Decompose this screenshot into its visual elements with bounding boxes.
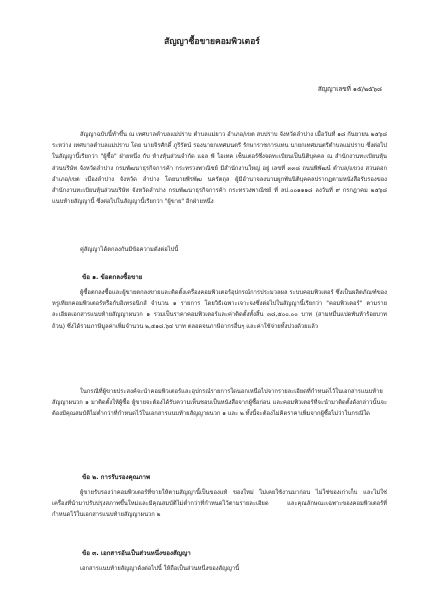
section-3-paragraph-1: เอกสารแนบท้ายสัญญาดังต่อไปนี้ ให้ถือเป็นส่วนหนึ่งของสัญญานี้ (80, 566, 240, 572)
section-3-heading: ข้อ ๓. เอกสารอันเป็นส่วนหนึ่งของสัญญา (82, 550, 191, 557)
agreement-line: คู่สัญญาได้ตกลงกันมีข้อความดังต่อไปนี้ (80, 247, 179, 253)
section-1-paragraph-2: ในกรณีที่ผู้ขายประสงค์จะนำคอมพิวเตอร์และอุปกรณ์รายการใดนอกเหนือไปจากรายละเอียดที่กำหนดไว้ในเอกสารแนบท้ายสัญญาผนวก ๑ มาติดตั้งให้ผู้ซื้อ ผู้ขายจะต้องได้รับความเห็นชอบเป็นหนังสือจากผู้ซื้อก่อน และคอมพิวเตอร์ที่จะนำมาติดตั้งดังกล่าวนั้นจะต้องมีคุณสมบัติไม่ต่ำกว่าที่กำหนดไว้ในเอกสารแนบท้ายสัญญาผนวก ๑ และ ๒ ทั้งนี้จะต้องไม่คิดราคาเพิ่มจากผู้ซื้อไม่ว่าในกรณีใด (52, 389, 387, 418)
section-2-heading: ข้อ ๒. การรับรองคุณภาพ (82, 474, 151, 481)
section-2-paragraph-1: ผู้ขายรับรองว่าคอมพิวเตอร์ที่ขายให้ตามสัญญานี้เป็นของแท้ ของใหม่ ไม่เคยใช้งานมาก่อน ไม่ใช่ของเก่าเก็บ และไม่ใช่เครื่องที่นำมาปรับปรุงสภาพขึ้นใหม่และมีคุณสมบัติไม่ต่ำกว่าที่กำหนดไว้ตามรายละเอียด และคุณลักษณะเฉพาะของคอมพิวเตอร์ที่กำหนดไว้ในเอกสารแนบท้ายสัญญาผนวก ๒ (52, 490, 387, 519)
contract-number: สัญญาเลขที่ ๑๕/๒๕๖๘ (317, 85, 382, 93)
preamble-paragraph: สัญญาฉบับนี้ทำขึ้น ณ เทศบาลตำบลแม่ปราบ ตำบลแม่ยาว อำเภอ/เขต สบปราบ จังหวัดลำปาง เมื่อวันที่ ๑๘ กันยายน ๒๕๖๘ ระหว่าง เทศบาลตำบลแม่ปราบ โดย นายจิรศักดิ์ ภูริรัตน์ รองนายกเทศมนตรี รักษาราชการแทน นายกเทศมนตรีตำบลแม่ปราบ ซึ่งต่อไปในสัญญานี้เรียกว่า "ผู้ซื้อ" ฝ่ายหนึ่ง กับ ห้างหุ้นส่วนจำกัด แอล พี ไอเทค เซ็นเตอร์ซึ่งจดทะเบียนเป็นนิติบุคคล ณ สำนักงานทะเบียนหุ้นส่วนบริษัท จังหวัดลำปาง กรมพัฒนาธุรกิจการค้า กระทรวงพาณิชย์ มีสำนักงานใหญ่ อยู่ เลขที่ ๓๓๘ ถนนพิพัฒน์ ตำบล/แขวง สวนดอก อำเภอ/เขต เมืองลำปาง จังหวัด ลำปาง โดยนายพีรพัฒ นครัตถุล ผู้มีอำนาจลงนามผูกพันนิติบุคคลปรากฏตามหนังสือรับรองของ สำนักงานทะเบียนหุ้นส่วนบริษัท จังหวัดลำปาง กรมพัฒนาธุรกิจการค้า กระทรวงพาณิชย์ ที่ ลป.๐๐๑๑๑๘ ลงวันที่ ๙ กรกฎาคม ๒๕๖๘ แนบท้ายสัญญานี้ ซึ่งต่อไปในสัญญานี้เรียกว่า "ผู้ขาย" อีกฝ่ายหนึ่ง (52, 132, 387, 206)
section-1-heading: ข้อ ๑. ข้อตกลงซื้อขาย (82, 274, 143, 281)
section-1-paragraph-1: ผู้ซื้อตกลงซื้อและผู้ขายตกลงขายและติดตั้งเครื่องคอมพิวเตอร์อุปกรณ์การประมวลผล ระบบคอมพิวเตอร์ ซึ่งเป็นผลิตภัณฑ์ของ หรูเทียกคอมพิวเตอร์หรือกับอิเทรอนิกส์ จำนวน ๑ รายการ โดยวิธีเฉพาะเจาะจงซึ่งต่อไปในสัญญานี้เรียกว่า "คอมพิวเตอร์" ตามรายละเอียดเอกสารแนบท้ายสัญญาผนวก ๑ รวมเป็นราคาคอมพิวเตอร์และค่าติดตั้งทั้งสิ้น ๓๘,๕๐๐.๐๐ บาท (สามหมื่นแปดพันห้าร้อยบาทถ้วน) ซึ่งได้รวมภาษีมูลค่าเพิ่มจำนวน ๒,๕๑๘.๖๔ บาท ตลอดจนภาษีอากรอื่นๆ และค่าใช้จ่ายทั้งปวงด้วยแล้ว (52, 290, 387, 330)
document-title: สัญญาซื้อขายคอมพิวเตอร์ (164, 37, 260, 47)
